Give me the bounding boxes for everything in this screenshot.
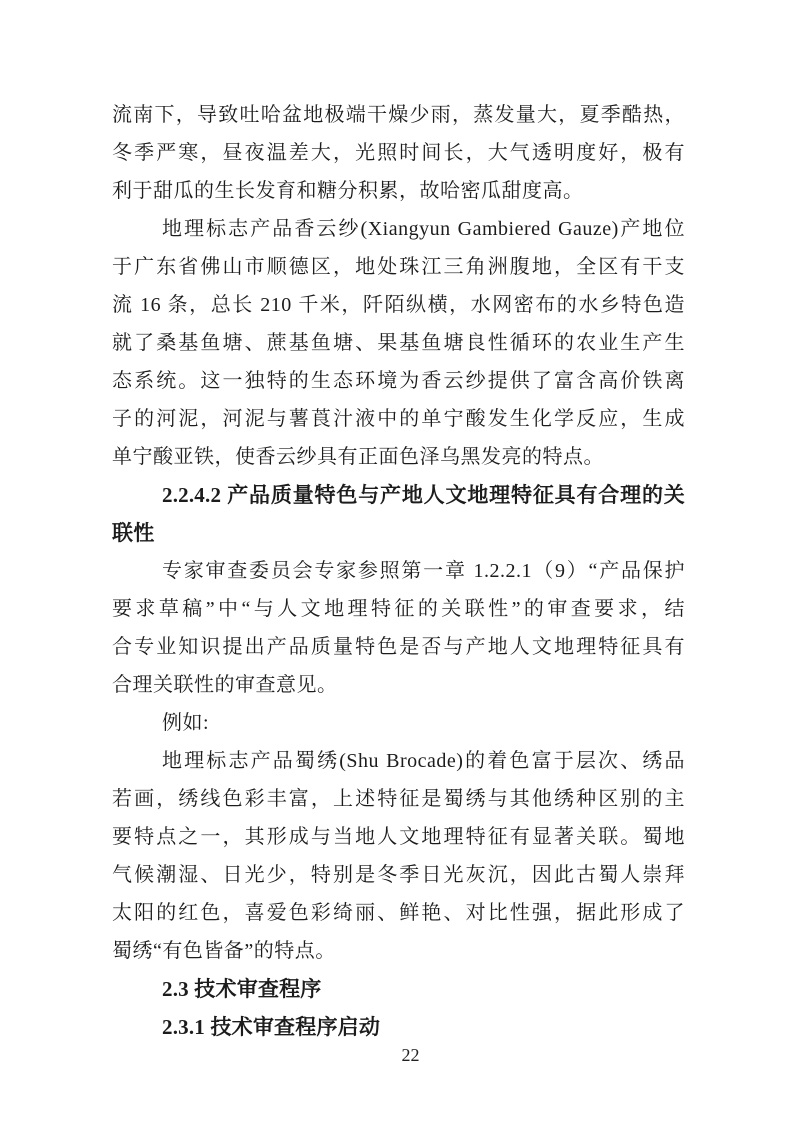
page-number: 22 [401, 1045, 420, 1065]
body-text-line: 地理标志产品香云纱(Xiangyun Gambiered Gauze)产地位 [162, 218, 685, 240]
heading-line: 2.2.4.2 产品质量特色与产地人文地理特征具有合理的关 [162, 483, 685, 507]
body-text-line: 态系统。这一独特的生态环境为香云纱提供了富含高价铁离 [112, 370, 685, 392]
heading-line: 联性 [112, 521, 155, 545]
page-footer [0, 1040, 793, 1070]
body-text-line: 专家审查委员会专家参照第一章 1.2.2.1（9）“产品保护 [162, 560, 685, 582]
body-text-line: 就了桑基鱼塘、蔗基鱼塘、果基鱼塘良性循环的农业生产生 [112, 332, 685, 354]
body-text-line: 若画，绣线色彩丰富，上述特征是蜀绣与其他绣种区别的主 [112, 788, 685, 810]
body-text-line: 流 16 条，总长 210 千米，阡陌纵横，水网密布的水乡特色造 [112, 294, 685, 316]
body-text-line: 地理标志产品蜀绣(Shu Brocade)的着色富于层次、绣品 [162, 750, 685, 772]
body-text-line: 例如: [162, 712, 210, 734]
body-text-line: 单宁酸亚铁，使香云纱具有正面色泽乌黑发亮的特点。 [112, 446, 604, 468]
heading-line: 2.3.1 技术审查程序启动 [162, 1015, 381, 1039]
body-text-line: 合专业知识提出产品质量特色是否与产地人文地理特征具有 [112, 636, 685, 658]
body-text-line: 要特点之一，其形成与当地人文地理特征有显著关联。蜀地 [112, 826, 685, 848]
body-text-line: 冬季严寒，昼夜温差大，光照时间长，大气透明度好，极有 [112, 142, 685, 164]
body-text-line: 太阳的红色，喜爱色彩绮丽、鲜艳、对比性强，据此形成了 [112, 902, 685, 924]
body-text-line: 于广东省佛山市顺德区，地处珠江三角洲腹地，全区有干支 [112, 256, 685, 278]
body-text-line: 要求草稿”中“与人文地理特征的关联性”的审查要求，结 [112, 598, 685, 620]
body-text-line: 利于甜瓜的生长发育和糖分积累，故哈密瓜甜度高。 [112, 180, 584, 202]
body-text-line: 气候潮湿、日光少，特别是冬季日光灰沉，因此古蜀人崇拜 [112, 864, 685, 886]
body-text-line: 子的河泥，河泥与薯莨汁液中的单宁酸发生化学反应，生成 [112, 408, 685, 430]
body-text-line: 合理关联性的审查意见。 [112, 674, 338, 696]
body-text-line: 蜀绣“有色皆备”的特点。 [112, 940, 336, 962]
body-text-line: 流南下，导致吐哈盆地极端干燥少雨，蒸发量大，夏季酷热， [112, 104, 685, 126]
heading-line: 2.3 技术审查程序 [162, 977, 322, 1001]
text-block [112, 96, 685, 1046]
